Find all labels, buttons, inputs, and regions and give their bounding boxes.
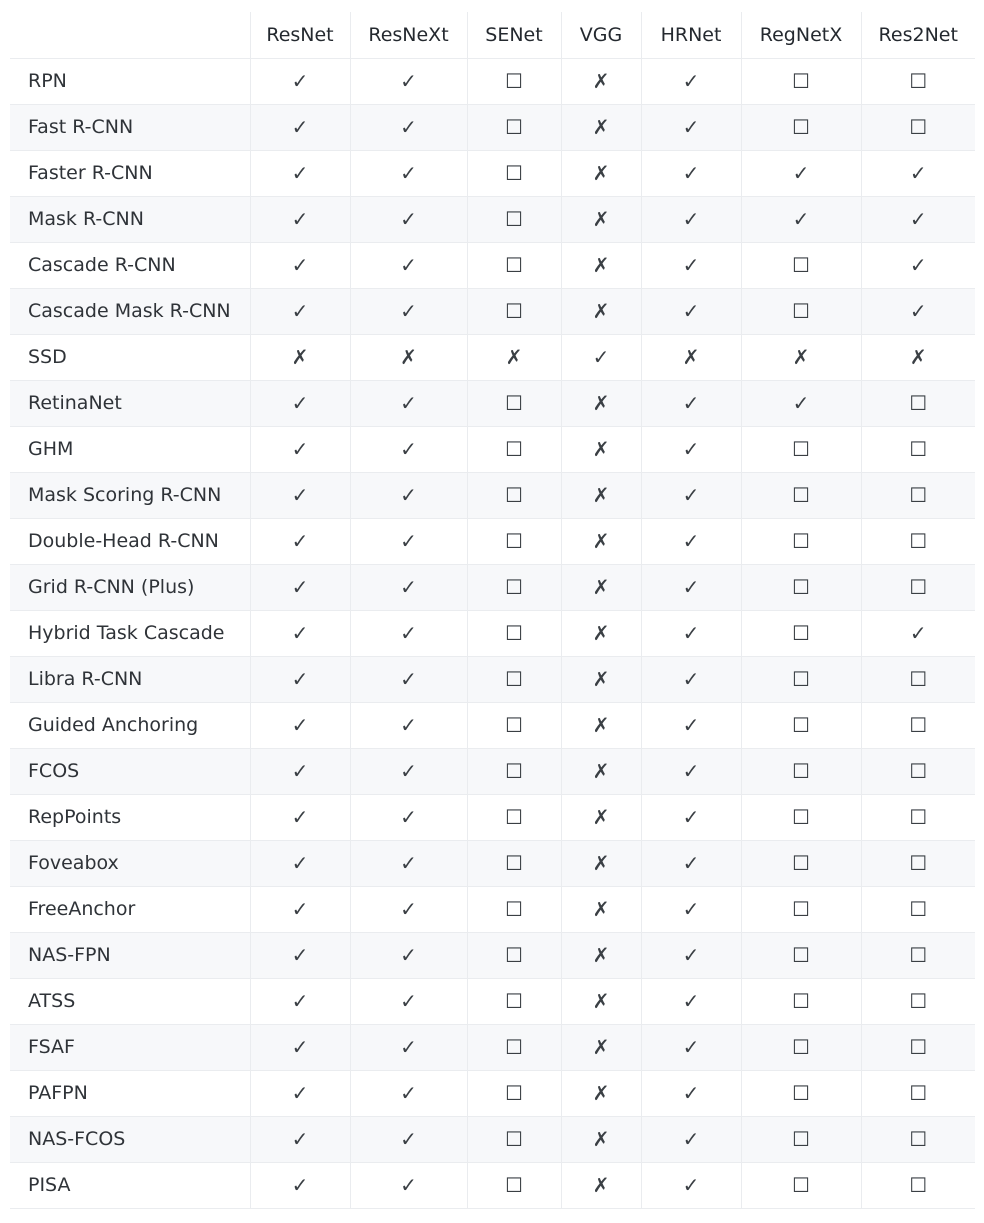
resnext-support-check-icon: ✓ xyxy=(350,610,467,656)
vgg-support-cross-icon: ✗ xyxy=(561,794,641,840)
resnext-support-check-icon: ✓ xyxy=(350,886,467,932)
resnet-support-check-icon: ✓ xyxy=(250,242,350,288)
senet-support-empty-box-icon: ☐ xyxy=(467,242,561,288)
resnet-support-check-icon: ✓ xyxy=(250,1116,350,1162)
regnetx-support-empty-box-icon: ☐ xyxy=(741,426,861,472)
resnext-support-check-icon: ✓ xyxy=(350,656,467,702)
vgg-support-cross-icon: ✗ xyxy=(561,978,641,1024)
regnetx-support-empty-box-icon: ☐ xyxy=(741,1070,861,1116)
method-name-cell: ATSS xyxy=(10,978,250,1024)
table-row xyxy=(10,564,975,610)
method-name-cell: RetinaNet xyxy=(10,380,250,426)
vgg-support-cross-icon: ✗ xyxy=(561,426,641,472)
resnext-support-check-icon: ✓ xyxy=(350,978,467,1024)
table-row xyxy=(10,426,975,472)
res2net-support-empty-box-icon: ☐ xyxy=(861,564,975,610)
vgg-support-cross-icon: ✗ xyxy=(561,1070,641,1116)
regnetx-support-empty-box-icon: ☐ xyxy=(741,58,861,104)
regnetx-support-empty-box-icon: ☐ xyxy=(741,748,861,794)
res2net-support-check-icon: ✓ xyxy=(861,288,975,334)
res2net-support-empty-box-icon: ☐ xyxy=(861,932,975,978)
regnetx-support-empty-box-icon: ☐ xyxy=(741,1116,861,1162)
resnext-support-check-icon: ✓ xyxy=(350,1070,467,1116)
res2net-support-empty-box-icon: ☐ xyxy=(861,1162,975,1208)
hrnet-support-check-icon: ✓ xyxy=(641,104,741,150)
res2net-support-check-icon: ✓ xyxy=(861,610,975,656)
resnext-support-check-icon: ✓ xyxy=(350,150,467,196)
senet-support-empty-box-icon: ☐ xyxy=(467,1116,561,1162)
table-row xyxy=(10,886,975,932)
res2net-support-empty-box-icon: ☐ xyxy=(861,656,975,702)
table-header xyxy=(10,12,975,58)
resnext-support-check-icon: ✓ xyxy=(350,196,467,242)
resnet-support-check-icon: ✓ xyxy=(250,58,350,104)
resnet-support-check-icon: ✓ xyxy=(250,794,350,840)
method-name-cell: Hybrid Task Cascade xyxy=(10,610,250,656)
senet-support-empty-box-icon: ☐ xyxy=(467,978,561,1024)
resnet-support-check-icon: ✓ xyxy=(250,656,350,702)
resnext-support-check-icon: ✓ xyxy=(350,702,467,748)
hrnet-support-check-icon: ✓ xyxy=(641,886,741,932)
res2net-support-empty-box-icon: ☐ xyxy=(861,886,975,932)
senet-support-empty-box-icon: ☐ xyxy=(467,472,561,518)
res2net-support-empty-box-icon: ☐ xyxy=(861,748,975,794)
method-backbone-support-table xyxy=(10,12,975,1209)
method-name-cell: FSAF xyxy=(10,1024,250,1070)
regnetx-support-empty-box-icon: ☐ xyxy=(741,886,861,932)
hrnet-support-check-icon: ✓ xyxy=(641,656,741,702)
table-row xyxy=(10,1070,975,1116)
hrnet-support-check-icon: ✓ xyxy=(641,748,741,794)
senet-support-empty-box-icon: ☐ xyxy=(467,1024,561,1070)
regnetx-support-empty-box-icon: ☐ xyxy=(741,794,861,840)
vgg-support-cross-icon: ✗ xyxy=(561,150,641,196)
vgg-support-cross-icon: ✗ xyxy=(561,1116,641,1162)
table-row xyxy=(10,1162,975,1208)
method-name-cell: RPN xyxy=(10,58,250,104)
hrnet-support-check-icon: ✓ xyxy=(641,702,741,748)
senet-support-empty-box-icon: ☐ xyxy=(467,702,561,748)
resnext-support-check-icon: ✓ xyxy=(350,1162,467,1208)
senet-support-empty-box-icon: ☐ xyxy=(467,288,561,334)
table-row xyxy=(10,610,975,656)
resnet-support-check-icon: ✓ xyxy=(250,1024,350,1070)
table-row xyxy=(10,518,975,564)
hrnet-support-check-icon: ✓ xyxy=(641,472,741,518)
resnet-support-check-icon: ✓ xyxy=(250,426,350,472)
vgg-support-cross-icon: ✗ xyxy=(561,748,641,794)
resnet-support-check-icon: ✓ xyxy=(250,748,350,794)
resnext-support-check-icon: ✓ xyxy=(350,794,467,840)
vgg-support-cross-icon: ✗ xyxy=(561,932,641,978)
vgg-support-cross-icon: ✗ xyxy=(561,1024,641,1070)
header-senet: SENet xyxy=(467,12,561,58)
senet-support-empty-box-icon: ☐ xyxy=(467,840,561,886)
resnext-support-check-icon: ✓ xyxy=(350,564,467,610)
vgg-support-cross-icon: ✗ xyxy=(561,564,641,610)
header-resnet: ResNet xyxy=(250,12,350,58)
vgg-support-cross-icon: ✗ xyxy=(561,472,641,518)
hrnet-support-check-icon: ✓ xyxy=(641,932,741,978)
resnet-support-check-icon: ✓ xyxy=(250,150,350,196)
resnet-support-check-icon: ✓ xyxy=(250,518,350,564)
resnet-support-check-icon: ✓ xyxy=(250,380,350,426)
resnet-support-check-icon: ✓ xyxy=(250,702,350,748)
res2net-support-empty-box-icon: ☐ xyxy=(861,426,975,472)
table-row xyxy=(10,334,975,380)
resnext-support-check-icon: ✓ xyxy=(350,288,467,334)
hrnet-support-check-icon: ✓ xyxy=(641,150,741,196)
resnet-support-check-icon: ✓ xyxy=(250,840,350,886)
resnet-support-check-icon: ✓ xyxy=(250,104,350,150)
senet-support-empty-box-icon: ☐ xyxy=(467,380,561,426)
resnet-support-check-icon: ✓ xyxy=(250,1162,350,1208)
resnet-support-check-icon: ✓ xyxy=(250,288,350,334)
table-body xyxy=(10,58,975,1208)
senet-support-empty-box-icon: ☐ xyxy=(467,1162,561,1208)
vgg-support-cross-icon: ✗ xyxy=(561,610,641,656)
resnet-support-check-icon: ✓ xyxy=(250,196,350,242)
header-res2net: Res2Net xyxy=(861,12,975,58)
senet-support-empty-box-icon: ☐ xyxy=(467,58,561,104)
senet-support-empty-box-icon: ☐ xyxy=(467,564,561,610)
vgg-support-cross-icon: ✗ xyxy=(561,1162,641,1208)
method-name-cell: FCOS xyxy=(10,748,250,794)
method-name-cell: FreeAnchor xyxy=(10,886,250,932)
vgg-support-cross-icon: ✗ xyxy=(561,380,641,426)
senet-support-empty-box-icon: ☐ xyxy=(467,1070,561,1116)
res2net-support-empty-box-icon: ☐ xyxy=(861,1024,975,1070)
regnetx-support-empty-box-icon: ☐ xyxy=(741,656,861,702)
method-name-cell: Cascade Mask R-CNN xyxy=(10,288,250,334)
hrnet-support-check-icon: ✓ xyxy=(641,794,741,840)
table-row xyxy=(10,794,975,840)
vgg-support-cross-icon: ✗ xyxy=(561,104,641,150)
regnetx-support-check-icon: ✓ xyxy=(741,150,861,196)
resnet-support-check-icon: ✓ xyxy=(250,886,350,932)
method-name-cell: PISA xyxy=(10,1162,250,1208)
method-name-cell: NAS-FCOS xyxy=(10,1116,250,1162)
table-row xyxy=(10,702,975,748)
vgg-support-cross-icon: ✗ xyxy=(561,242,641,288)
method-name-cell: NAS-FPN xyxy=(10,932,250,978)
method-name-cell: Fast R-CNN xyxy=(10,104,250,150)
method-name-cell: PAFPN xyxy=(10,1070,250,1116)
hrnet-support-check-icon: ✓ xyxy=(641,1162,741,1208)
resnext-support-check-icon: ✓ xyxy=(350,932,467,978)
senet-support-empty-box-icon: ☐ xyxy=(467,932,561,978)
method-name-cell: Double-Head R-CNN xyxy=(10,518,250,564)
res2net-support-empty-box-icon: ☐ xyxy=(861,702,975,748)
hrnet-support-check-icon: ✓ xyxy=(641,380,741,426)
senet-support-empty-box-icon: ☐ xyxy=(467,196,561,242)
table-row xyxy=(10,472,975,518)
regnetx-support-empty-box-icon: ☐ xyxy=(741,1024,861,1070)
regnetx-support-empty-box-icon: ☐ xyxy=(741,932,861,978)
regnetx-support-empty-box-icon: ☐ xyxy=(741,242,861,288)
resnext-support-check-icon: ✓ xyxy=(350,748,467,794)
hrnet-support-check-icon: ✓ xyxy=(641,840,741,886)
resnet-support-cross-icon: ✗ xyxy=(250,334,350,380)
table-row xyxy=(10,656,975,702)
res2net-support-empty-box-icon: ☐ xyxy=(861,380,975,426)
table-row xyxy=(10,978,975,1024)
senet-support-empty-box-icon: ☐ xyxy=(467,150,561,196)
header-hrnet: HRNet xyxy=(641,12,741,58)
senet-support-empty-box-icon: ☐ xyxy=(467,886,561,932)
vgg-support-cross-icon: ✗ xyxy=(561,702,641,748)
hrnet-support-check-icon: ✓ xyxy=(641,1024,741,1070)
res2net-support-empty-box-icon: ☐ xyxy=(861,518,975,564)
vgg-support-check-icon: ✓ xyxy=(561,334,641,380)
resnext-support-check-icon: ✓ xyxy=(350,380,467,426)
senet-support-empty-box-icon: ☐ xyxy=(467,748,561,794)
regnetx-support-empty-box-icon: ☐ xyxy=(741,702,861,748)
regnetx-support-empty-box-icon: ☐ xyxy=(741,288,861,334)
method-name-cell: GHM xyxy=(10,426,250,472)
res2net-support-empty-box-icon: ☐ xyxy=(861,978,975,1024)
table-row xyxy=(10,104,975,150)
senet-support-empty-box-icon: ☐ xyxy=(467,518,561,564)
regnetx-support-empty-box-icon: ☐ xyxy=(741,104,861,150)
regnetx-support-cross-icon: ✗ xyxy=(741,334,861,380)
hrnet-support-check-icon: ✓ xyxy=(641,426,741,472)
resnet-support-check-icon: ✓ xyxy=(250,978,350,1024)
regnetx-support-empty-box-icon: ☐ xyxy=(741,978,861,1024)
header-row xyxy=(10,12,975,58)
res2net-support-check-icon: ✓ xyxy=(861,150,975,196)
resnet-support-check-icon: ✓ xyxy=(250,564,350,610)
table-row xyxy=(10,932,975,978)
resnext-support-check-icon: ✓ xyxy=(350,472,467,518)
method-name-cell: SSD xyxy=(10,334,250,380)
hrnet-support-check-icon: ✓ xyxy=(641,242,741,288)
senet-support-empty-box-icon: ☐ xyxy=(467,656,561,702)
resnet-support-check-icon: ✓ xyxy=(250,932,350,978)
method-name-cell: Libra R-CNN xyxy=(10,656,250,702)
res2net-support-empty-box-icon: ☐ xyxy=(861,472,975,518)
hrnet-support-check-icon: ✓ xyxy=(641,288,741,334)
hrnet-support-check-icon: ✓ xyxy=(641,58,741,104)
hrnet-support-check-icon: ✓ xyxy=(641,978,741,1024)
regnetx-support-empty-box-icon: ☐ xyxy=(741,840,861,886)
resnext-support-check-icon: ✓ xyxy=(350,104,467,150)
hrnet-support-check-icon: ✓ xyxy=(641,196,741,242)
hrnet-support-check-icon: ✓ xyxy=(641,518,741,564)
method-name-cell: Cascade R-CNN xyxy=(10,242,250,288)
method-name-cell: Grid R-CNN (Plus) xyxy=(10,564,250,610)
method-name-cell: Mask Scoring R-CNN xyxy=(10,472,250,518)
resnet-support-check-icon: ✓ xyxy=(250,1070,350,1116)
resnext-support-check-icon: ✓ xyxy=(350,426,467,472)
hrnet-support-check-icon: ✓ xyxy=(641,1116,741,1162)
method-name-cell: Mask R-CNN xyxy=(10,196,250,242)
method-name-cell: Foveabox xyxy=(10,840,250,886)
senet-support-cross-icon: ✗ xyxy=(467,334,561,380)
senet-support-empty-box-icon: ☐ xyxy=(467,426,561,472)
hrnet-support-check-icon: ✓ xyxy=(641,1070,741,1116)
table-row xyxy=(10,1116,975,1162)
table-row xyxy=(10,1024,975,1070)
hrnet-support-cross-icon: ✗ xyxy=(641,334,741,380)
res2net-support-check-icon: ✓ xyxy=(861,196,975,242)
table-row xyxy=(10,58,975,104)
resnext-support-check-icon: ✓ xyxy=(350,242,467,288)
regnetx-support-empty-box-icon: ☐ xyxy=(741,1162,861,1208)
table-row xyxy=(10,380,975,426)
regnetx-support-check-icon: ✓ xyxy=(741,196,861,242)
method-name-cell: RepPoints xyxy=(10,794,250,840)
method-name-cell: Guided Anchoring xyxy=(10,702,250,748)
table-row xyxy=(10,748,975,794)
regnetx-support-empty-box-icon: ☐ xyxy=(741,564,861,610)
table-row xyxy=(10,242,975,288)
res2net-support-cross-icon: ✗ xyxy=(861,334,975,380)
method-name-cell: Faster R-CNN xyxy=(10,150,250,196)
regnetx-support-empty-box-icon: ☐ xyxy=(741,610,861,656)
hrnet-support-check-icon: ✓ xyxy=(641,610,741,656)
resnext-support-check-icon: ✓ xyxy=(350,518,467,564)
header-resnext: ResNeXt xyxy=(350,12,467,58)
table-row xyxy=(10,288,975,334)
resnext-support-check-icon: ✓ xyxy=(350,58,467,104)
vgg-support-cross-icon: ✗ xyxy=(561,886,641,932)
regnetx-support-check-icon: ✓ xyxy=(741,380,861,426)
vgg-support-cross-icon: ✗ xyxy=(561,196,641,242)
senet-support-empty-box-icon: ☐ xyxy=(467,610,561,656)
resnet-support-check-icon: ✓ xyxy=(250,472,350,518)
regnetx-support-empty-box-icon: ☐ xyxy=(741,472,861,518)
resnet-support-check-icon: ✓ xyxy=(250,610,350,656)
res2net-support-check-icon: ✓ xyxy=(861,242,975,288)
table-row xyxy=(10,150,975,196)
res2net-support-empty-box-icon: ☐ xyxy=(861,794,975,840)
resnext-support-check-icon: ✓ xyxy=(350,1116,467,1162)
res2net-support-empty-box-icon: ☐ xyxy=(861,1116,975,1162)
support-matrix-container xyxy=(10,12,975,1209)
resnext-support-check-icon: ✓ xyxy=(350,1024,467,1070)
table-row xyxy=(10,196,975,242)
res2net-support-empty-box-icon: ☐ xyxy=(861,104,975,150)
vgg-support-cross-icon: ✗ xyxy=(561,656,641,702)
res2net-support-empty-box-icon: ☐ xyxy=(861,58,975,104)
resnext-support-cross-icon: ✗ xyxy=(350,334,467,380)
table-row xyxy=(10,840,975,886)
hrnet-support-check-icon: ✓ xyxy=(641,564,741,610)
vgg-support-cross-icon: ✗ xyxy=(561,518,641,564)
header-corner-cell xyxy=(10,12,250,58)
vgg-support-cross-icon: ✗ xyxy=(561,288,641,334)
senet-support-empty-box-icon: ☐ xyxy=(467,794,561,840)
senet-support-empty-box-icon: ☐ xyxy=(467,104,561,150)
header-vgg: VGG xyxy=(561,12,641,58)
regnetx-support-empty-box-icon: ☐ xyxy=(741,518,861,564)
res2net-support-empty-box-icon: ☐ xyxy=(861,1070,975,1116)
resnext-support-check-icon: ✓ xyxy=(350,840,467,886)
vgg-support-cross-icon: ✗ xyxy=(561,840,641,886)
header-regnetx: RegNetX xyxy=(741,12,861,58)
res2net-support-empty-box-icon: ☐ xyxy=(861,840,975,886)
vgg-support-cross-icon: ✗ xyxy=(561,58,641,104)
